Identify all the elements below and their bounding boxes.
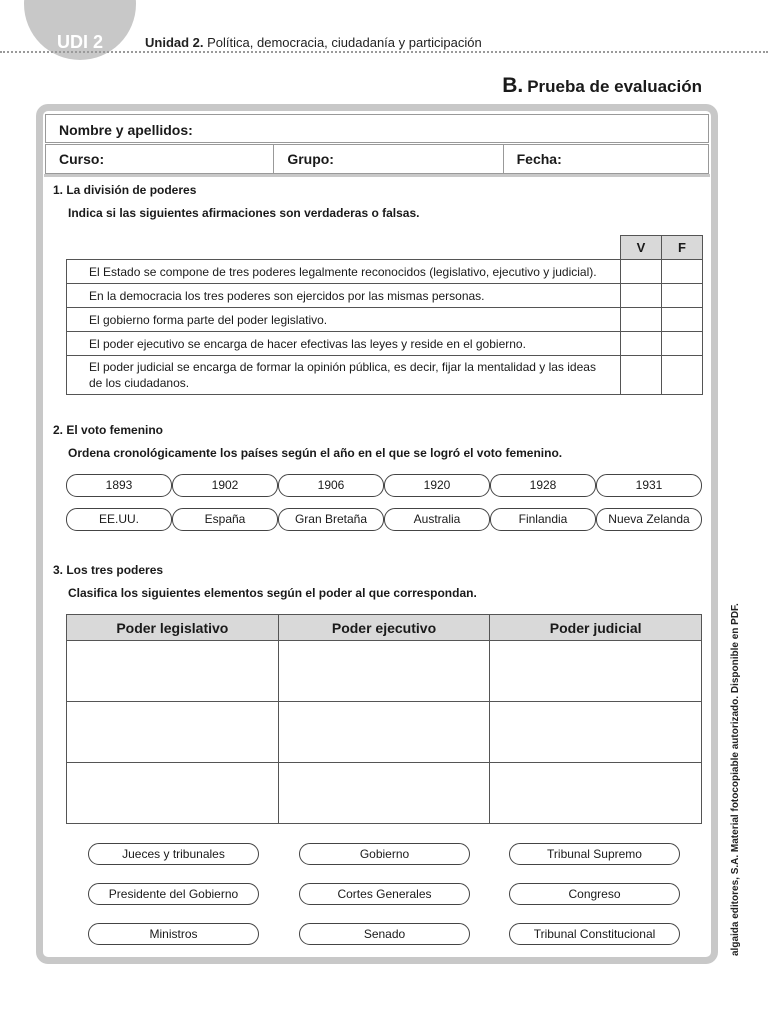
statement-1: El Estado se compone de tres poderes legalmente reconocidos (legislativo, ejecutivo y judicial). — [67, 260, 621, 284]
answer-v-2[interactable] — [621, 284, 662, 308]
answer-cell[interactable] — [490, 702, 702, 763]
udi-label: UDI 2 — [56, 32, 103, 52]
header-legislative: Poder legislativo — [67, 615, 279, 641]
header-v: V — [621, 236, 662, 260]
item-pill[interactable]: Congreso — [509, 883, 680, 905]
answer-cell[interactable] — [67, 763, 279, 824]
header-f: F — [662, 236, 703, 260]
name-field[interactable] — [45, 114, 709, 143]
statement-2: En la democracia los tres poderes son ejercidos por las mismas personas. — [67, 284, 621, 308]
true-false-table — [66, 235, 703, 395]
statement-3: El gobierno forma parte del poder legislativo. — [67, 308, 621, 332]
form-divider — [44, 174, 710, 177]
answer-cell[interactable] — [67, 641, 279, 702]
section3-title: 3. Los tres poderes — [53, 563, 164, 577]
table-row — [67, 260, 703, 284]
unit-name: Política, democracia, ciudadanía y participación — [203, 35, 482, 50]
answer-cell[interactable] — [278, 763, 490, 824]
date-label: Fecha: — [516, 151, 562, 167]
years-row — [66, 474, 702, 497]
answer-v-4[interactable] — [621, 332, 662, 356]
section1-instruction: Indica si las siguientes afirmaciones son verdaderas o falsas. — [68, 206, 420, 220]
table-row — [67, 332, 703, 356]
header-executive: Poder ejecutivo — [278, 615, 490, 641]
year-pill[interactable]: 1920 — [384, 474, 490, 497]
item-pill[interactable]: Senado — [299, 923, 470, 945]
exam-frame — [36, 104, 718, 964]
answer-v-3[interactable] — [621, 308, 662, 332]
group-label: Grupo: — [287, 151, 334, 167]
table-row — [67, 284, 703, 308]
table-row — [67, 641, 702, 702]
item-pill[interactable]: Cortes Generales — [299, 883, 470, 905]
header-judicial: Poder judicial — [490, 615, 702, 641]
statement-5: El poder judicial se encarga de formar la opinión pública, es decir, fijar la mentalidad y las ideas de los ciudadanos. — [67, 356, 621, 395]
answer-cell[interactable] — [490, 763, 702, 824]
year-pill[interactable]: 1906 — [278, 474, 384, 497]
table-row — [67, 763, 702, 824]
answer-v-5[interactable] — [621, 356, 662, 395]
title-text: Prueba de evaluación — [527, 77, 702, 96]
answer-f-4[interactable] — [662, 332, 703, 356]
course-field[interactable] — [46, 145, 274, 173]
country-pill[interactable]: EE.UU. — [66, 508, 172, 531]
country-pill[interactable]: Australia — [384, 508, 490, 531]
countries-row — [66, 508, 702, 531]
powers-table — [66, 614, 702, 824]
country-pill[interactable]: Gran Bretaña — [278, 508, 384, 531]
item-pill[interactable]: Jueces y tribunales — [88, 843, 259, 865]
item-pill[interactable]: Ministros — [88, 923, 259, 945]
table-row — [67, 702, 702, 763]
item-pill[interactable]: Tribunal Supremo — [509, 843, 680, 865]
item-pill[interactable]: Gobierno — [299, 843, 470, 865]
answer-f-1[interactable] — [662, 260, 703, 284]
answer-cell[interactable] — [278, 641, 490, 702]
year-pill[interactable]: 1928 — [490, 474, 596, 497]
year-pill[interactable]: 1931 — [596, 474, 702, 497]
year-pill[interactable]: 1893 — [66, 474, 172, 497]
group-field[interactable] — [274, 145, 503, 173]
answer-cell[interactable] — [67, 702, 279, 763]
copyright-note: algaida editores, S.A. Material fotocopiable autorizado. Disponible en PDF. — [730, 603, 741, 956]
table-corner — [67, 236, 621, 260]
country-pill[interactable]: Nueva Zelanda — [596, 508, 702, 531]
item-pill[interactable]: Presidente del Gobierno — [88, 883, 259, 905]
answer-cell[interactable] — [490, 641, 702, 702]
item-pill[interactable]: Tribunal Constitucional — [509, 923, 680, 945]
answer-cell[interactable] — [278, 702, 490, 763]
section2-title: 2. El voto femenino — [53, 423, 164, 437]
answer-v-1[interactable] — [621, 260, 662, 284]
table-row — [67, 308, 703, 332]
course-label: Curso: — [59, 151, 105, 167]
section3-instruction: Clasifica los siguientes elementos según el poder al que correspondan. — [68, 586, 477, 600]
country-pill[interactable]: Finlandia — [490, 508, 596, 531]
table-row — [67, 356, 703, 395]
date-field[interactable] — [504, 145, 708, 173]
name-label: Nombre y apellidos: — [59, 122, 193, 138]
answer-f-3[interactable] — [662, 308, 703, 332]
answer-f-2[interactable] — [662, 284, 703, 308]
country-pill[interactable]: España — [172, 508, 278, 531]
unit-number: Unidad 2. — [145, 35, 204, 50]
year-pill[interactable]: 1902 — [172, 474, 278, 497]
section2-instruction: Ordena cronológicamente los países según el año en el que se logró el voto femenino. — [68, 446, 563, 460]
page-title — [502, 74, 702, 98]
unit-title — [145, 35, 482, 50]
title-letter: B. — [502, 74, 524, 97]
section1-title: 1. La división de poderes — [53, 183, 197, 197]
answer-f-5[interactable] — [662, 356, 703, 395]
header-divider — [0, 51, 768, 53]
info-row — [45, 144, 709, 174]
statement-4: El poder ejecutivo se encarga de hacer efectivas las leyes y reside en el gobierno. — [67, 332, 621, 356]
